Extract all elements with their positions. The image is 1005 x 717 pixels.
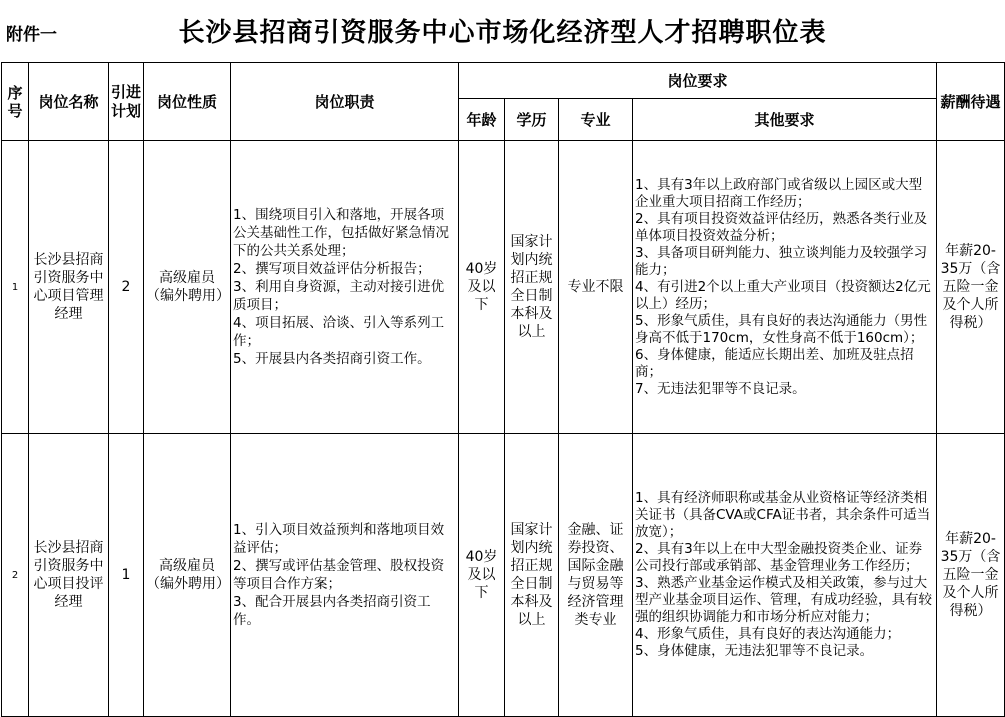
row-salary: 年薪20-35万（含五险一金及个人所得税） (937, 434, 1005, 717)
header-position-name: 岗位名称 (29, 63, 109, 141)
row-seq: 2 (2, 434, 29, 717)
header-major: 专业 (559, 99, 633, 141)
attachment-label: 附件一 (6, 25, 57, 45)
row-age: 40岁及以下 (459, 434, 505, 717)
recruitment-table (1, 62, 1005, 717)
header-other: 其他要求 (633, 99, 937, 141)
row-major: 专业不限 (559, 141, 633, 434)
header-duty: 岗位职责 (231, 63, 459, 141)
header-age: 年龄 (459, 99, 505, 141)
row-major: 金融、证券投资、国际金融与贸易等经济管理类专业 (559, 434, 633, 717)
document-header (0, 0, 1005, 62)
row-position-name: 长沙县招商引资服务中心项目投评经理 (29, 434, 109, 717)
row-age: 40岁及以下 (459, 141, 505, 434)
row-education: 国家计划内统招正规全日制本科及以上 (505, 434, 559, 717)
page-title: 长沙县招商引资服务中心市场化经济型人才招聘职位表 (178, 18, 827, 48)
row-position-name: 长沙县招商引资服务中心项目管理经理 (29, 141, 109, 434)
row-seq: 1 (2, 141, 29, 434)
header-seq: 序号 (2, 63, 29, 141)
row-other: 1、具有3年以上政府部门或省级以上园区或大型企业重大项目招商工作经历； 2、具有项目投资效益评估经历，熟悉各类行业及单体项目投资效益分析； 3、具备项目研判能力、独立谈判能力及较强学习能力； 4、有引进2个以上重大产业项目（投资额达2亿元以上）经历； 5、形象气质佳，具有良好的表达沟通能力（男性身高不低于170cm，女性身高不低于160cm）； 6、身体健康，能适应长期出差、加班及驻点招商； 7、无违法犯罪等不良记录。 (633, 141, 937, 434)
table-row (2, 434, 1005, 717)
row-nature: 高级雇员（编外聘用） (144, 141, 231, 434)
table-row (2, 141, 1005, 434)
row-duty: 1、引入项目效益预判和落地项目效益评估； 2、撰写或评估基金管理、股权投资等项目合作方案； 3、配合开展县内各类招商引资工作。 (231, 434, 459, 717)
header-education: 学历 (505, 99, 559, 141)
row-duty: 1、围绕项目引入和落地，开展各项公关基础性工作，包括做好紧急情况下的公共关系处理； 2、撰写项目效益评估分析报告； 3、利用自身资源，主动对接引进优质项目； 4、项目拓展、洽谈、引入等系列工作； 5、开展县内各类招商引资工作。 (231, 141, 459, 434)
row-other: 1、具有经济师职称或基金从业资格证等经济类相关证书（具备CVA或CFA证书者，其余条件可适当放宽）； 2、具有3年以上在中大型金融投资类企业、证券公司投行部或承销部、基金管理业务工作经历； 3、熟悉产业基金运作模式及相关政策，参与过大型产业基金项目运作、管理，有成功经验，具有较强的组织协调能力和市场分析应对能力； 4、形象气质佳，具有良好的表达沟通能力； 5、身体健康，无违法犯罪等不良记录。 (633, 434, 937, 717)
row-plan: 1 (109, 434, 144, 717)
header-salary: 薪酬待遇 (937, 63, 1005, 141)
row-nature: 高级雇员（编外聘用） (144, 434, 231, 717)
row-education: 国家计划内统招正规全日制本科及以上 (505, 141, 559, 434)
header-plan: 引进计划 (109, 63, 144, 141)
header-nature: 岗位性质 (144, 63, 231, 141)
header-requirements: 岗位要求 (459, 63, 937, 99)
row-salary: 年薪20-35万（含五险一金及个人所得税） (937, 141, 1005, 434)
row-plan: 2 (109, 141, 144, 434)
